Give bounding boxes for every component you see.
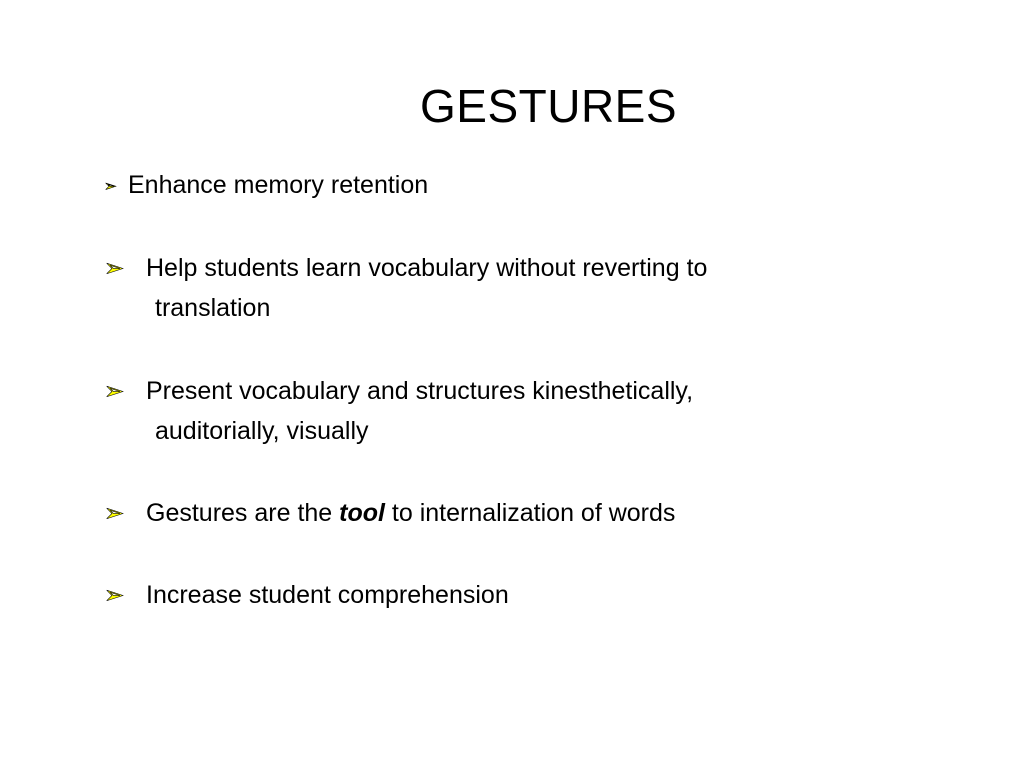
- arrow-bullet-icon: ➢: [104, 177, 117, 195]
- bullet-item: [104, 575, 509, 615]
- bullet-text-continuation: auditorially, visually: [155, 417, 369, 445]
- bullet-text: Present vocabulary and structures kinesthetically,: [146, 377, 694, 405]
- arrow-bullet-icon: ➢: [104, 377, 125, 405]
- bullet-text: Gestures are the: [146, 499, 340, 527]
- bullet-item: [104, 165, 428, 206]
- bullet-text: Increase student comprehension: [146, 581, 509, 609]
- bullet-item: [104, 493, 675, 533]
- arrow-bullet-icon: ➢: [104, 581, 125, 609]
- arrow-bullet-icon: ➢: [104, 254, 125, 282]
- bullet-text: to internalization of words: [384, 499, 676, 527]
- bullet-emphasis: tool: [339, 499, 385, 527]
- slide-title: GESTURES: [420, 80, 678, 132]
- bullet-item: [104, 371, 693, 451]
- bullet-text: Help students learn vocabulary without reverting to: [146, 254, 708, 282]
- bullet-text: Enhance memory retention: [128, 171, 429, 199]
- bullet-item: [104, 248, 707, 328]
- arrow-bullet-icon: ➢: [104, 499, 125, 527]
- bullet-text-continuation: translation: [155, 294, 271, 322]
